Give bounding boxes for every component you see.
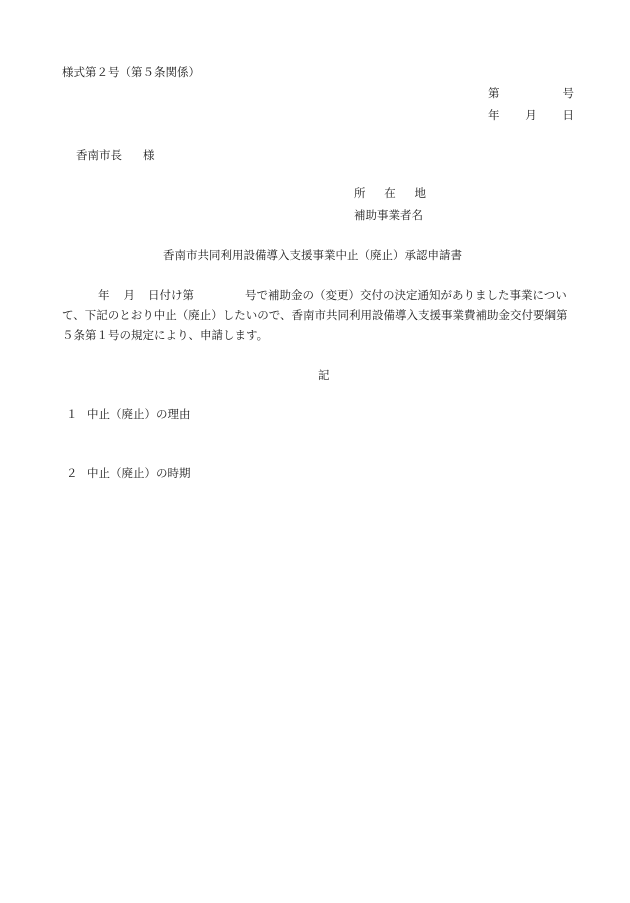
date-day: 日	[562, 108, 574, 122]
addressee	[76, 150, 155, 162]
body-year: 年	[98, 288, 110, 302]
body-paragraph-line-1	[62, 290, 567, 302]
addressee-name: 香南市長	[76, 148, 122, 162]
body-month: 月	[123, 288, 135, 302]
document-title: 香南市共同利用設備導入支援事業中止（廃止）承認申請書	[163, 248, 462, 262]
body-paragraph-line-3: ５条第１号の規定により、申請します。	[62, 328, 269, 342]
date-month: 月	[525, 108, 537, 122]
item-label: 中止（廃止）の理由	[87, 407, 191, 421]
address-label-char-2: 在	[384, 186, 396, 200]
date-year: 年	[488, 108, 500, 122]
address-label-char-1: 所	[354, 186, 366, 200]
document-number-field	[488, 88, 574, 100]
address-label-char-3: 地	[414, 186, 426, 200]
doc-number-prefix: 第	[488, 86, 500, 100]
item-reason	[66, 409, 191, 421]
date-field	[488, 110, 574, 122]
body-day-prefix: 日付け第	[148, 288, 194, 302]
form-number: 様式第２号（第５条関係）	[62, 65, 200, 79]
item-number: ２	[66, 466, 78, 480]
item-timing	[66, 468, 191, 480]
addressee-honorific: 様	[143, 148, 155, 162]
applicant-address-label	[354, 188, 426, 200]
doc-number-suffix: 号	[562, 86, 574, 100]
item-label: 中止（廃止）の時期	[87, 466, 191, 480]
body-line-1-rest: 号で補助金の（変更）交付の決定通知がありました事業につい	[245, 288, 567, 302]
item-number: １	[66, 407, 78, 421]
ki-heading: 記	[318, 368, 330, 382]
body-paragraph-line-2: て、下記のとおり中止（廃止）したいので、香南市共同利用設備導入支援事業費補助金交付要綱第	[62, 308, 568, 322]
applicant-name-label: 補助事業者名	[354, 208, 423, 222]
